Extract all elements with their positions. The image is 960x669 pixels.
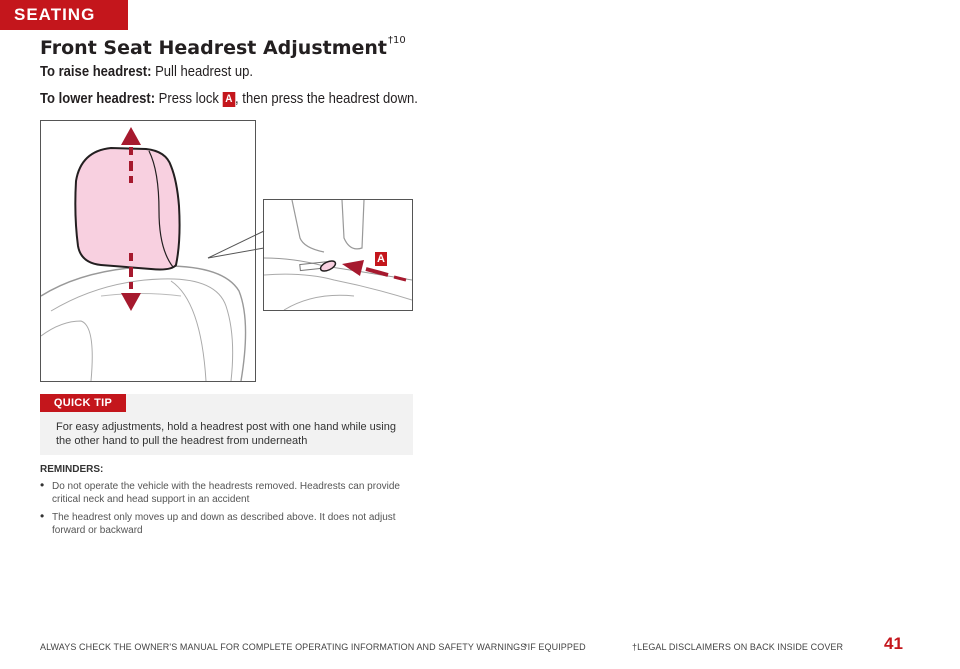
quick-tip-text: For easy adjustments, hold a headrest post with one hand while using the other hand to pull the headrest from underneath — [56, 421, 396, 447]
title-superscript: †10 — [388, 35, 406, 46]
section-tab: SEATING — [0, 0, 128, 30]
footer-legal: †LEGAL DISCLAIMERS ON BACK INSIDE COVER — [632, 642, 844, 652]
reminder-text: Do not operate the vehicle with the headrests removed. Headrests can provide critical neck and head support in an accident — [52, 481, 400, 505]
raise-label: To raise headrest: — [40, 64, 152, 80]
footer-if-equipped: *IF EQUIPPED — [524, 642, 586, 652]
lock-detail-illustration — [263, 199, 413, 311]
lower-label: To lower headrest: — [40, 91, 156, 107]
lower-instruction — [40, 91, 418, 107]
reminder-text: The headrest only moves up and down as described above. It does not adjust forward or backward — [52, 512, 396, 536]
quick-tip-box — [40, 394, 413, 455]
seat-drawing — [41, 121, 255, 381]
reminders — [40, 464, 412, 543]
page-title — [40, 37, 406, 59]
page-number: 41 — [884, 634, 903, 653]
bullet-icon: • — [40, 478, 45, 492]
footer-warning: ALWAYS CHECK THE OWNER'S MANUAL FOR COMPLETE OPERATING INFORMATION AND SAFETY WARNINGS — [40, 642, 527, 652]
lower-text-before: Press lock — [155, 91, 223, 107]
lock-badge: A — [223, 92, 236, 107]
reminder-item — [40, 509, 412, 537]
callout-badge-a: A — [375, 252, 387, 266]
raise-text: Pull headrest up. — [151, 64, 254, 80]
bullet-icon: • — [40, 509, 45, 523]
reminder-item — [40, 478, 412, 506]
raise-instruction — [40, 64, 253, 80]
title-text: Front Seat Headrest Adjustment — [40, 37, 388, 59]
headrest-illustration — [40, 120, 256, 382]
quick-tip-label: QUICK TIP — [40, 394, 126, 412]
arrow-icon — [342, 260, 406, 280]
lock-detail-drawing — [264, 200, 412, 310]
reminders-heading: REMINDERS: — [40, 464, 104, 475]
lower-text-after: , then press the headrest down. — [235, 91, 418, 107]
